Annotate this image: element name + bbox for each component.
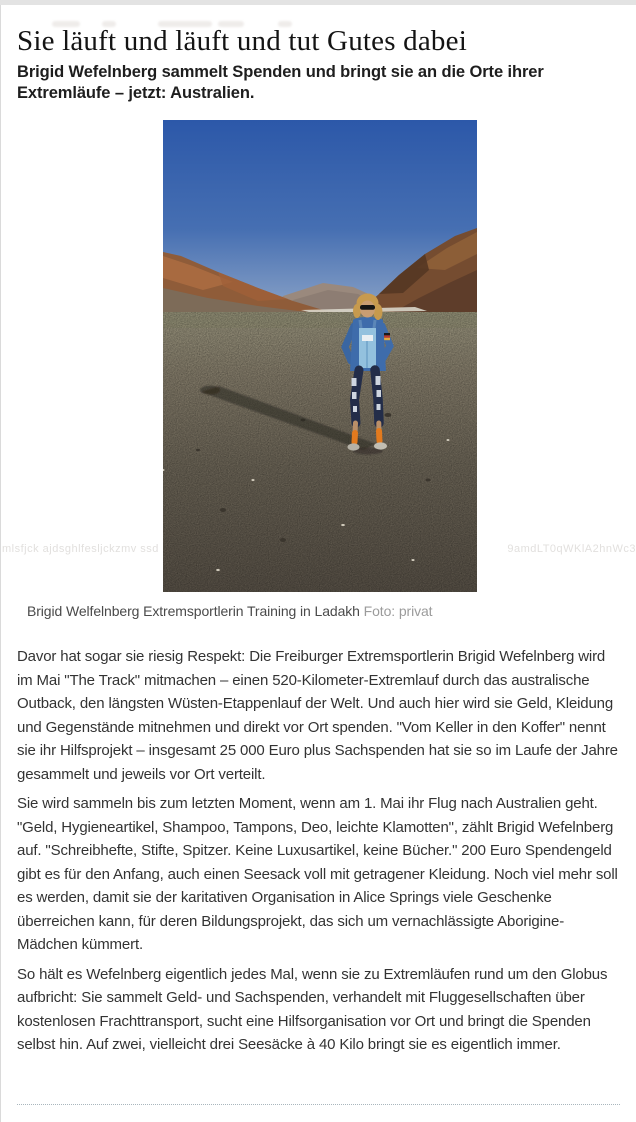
body-paragraph-2: Sie wird sammeln bis zum letzten Moment, wenn am 1. Mai ihr Flug nach Australien geht. "Geld, Hygieneartikel, Shampoo, Tampons, Deo, leichte Klamotten", zählt Brigid Wefelnberg auf. "Schreibhefte, Stifte, Spitzer. Keine Luxusartikel, keine Bücher." 200 Euro Spendengeld gibt es für den Anfang, auch einen Seesack voll mit getragener Kleidung. Noch viel mehr soll es werden, damit sie der karitativen Organisation in Alice Springs viele Geschenke überreichen kann, für deren Bildungsprojekt, das sich um vernachlässigte Aborigine-Mädchen kümmert. [17, 795, 618, 953]
photo-caption: Brigid Welfelnberg Extremsportlerin Training in Ladakh [27, 603, 360, 619]
dotted-divider [17, 1104, 620, 1105]
photo-illustration [163, 120, 477, 592]
watermark-text-right: 9amdLT0qWKlA2hnWc3 [507, 543, 636, 555]
gravel-texture [163, 312, 477, 592]
hair-curl-left [353, 304, 361, 318]
bib-patch [362, 335, 373, 341]
article-subtitle: Brigid Wefelnberg sammelt Spenden und bringt sie an die Orte ihrer Extremläufe – jetzt: Australien. [17, 63, 544, 102]
body-paragraph-1: Davor hat sogar sie riesig Respekt: Die Freiburger Extremsportlerin Brigid Wefelnberg wird im Mai "The Track" mitmachen – einen 520-Kilometer-Extremlauf durch das australische Outback, den längsten Wüsten-Etappenlauf der Welt. Und auch hier wird sie Geld, Kleidung und Gegenstände mitnehmen und direkt vor Ort spenden. "Vom Keller in den Koffer" nennt sie ihr Hilfsprojekt – insgesamt 25 000 Euro plus Sachspenden hat sie so im Laufe der Jahre gesammelt und jeweils vor Ort verteilt. [17, 648, 618, 783]
photo-caption-line [27, 602, 587, 620]
body-paragraph-3: So hält es Wefelnberg eigentlich jedes Mal, wenn sie zu Extremläufen rund um den Globus aufbricht: Sie sammelt Geld- und Sachspenden, verhandelt mit Fluggesellschaften über kostenlosen Frachttransport, sucht eine Hilfsorganisation vor Ort und bringt die Spenden selbst hin. Auf zwei, vielleicht drei Seesäcke à 40 Kilo bringt sie es eigentlich immer. [17, 965, 608, 1053]
article-photo [163, 120, 477, 592]
article-title: Sie läuft und läuft und tut Gutes dabei [17, 25, 467, 57]
runner-right-shoe [374, 442, 387, 449]
hair-curl-right [374, 304, 383, 320]
top-window-bar [0, 0, 636, 5]
page-left-border [0, 5, 1, 1122]
orange-gaiter-right [379, 431, 380, 441]
photo-credit: Foto: privat [363, 603, 433, 619]
article-body [17, 645, 619, 1063]
orange-gaiter-left [355, 433, 356, 442]
watermark-text-left: mlsfjck ajdsghlfesljckzmv ssd [2, 543, 159, 555]
german-flag-patch [384, 333, 390, 340]
runner-left-shoe [348, 443, 360, 450]
sunglasses [360, 305, 375, 310]
